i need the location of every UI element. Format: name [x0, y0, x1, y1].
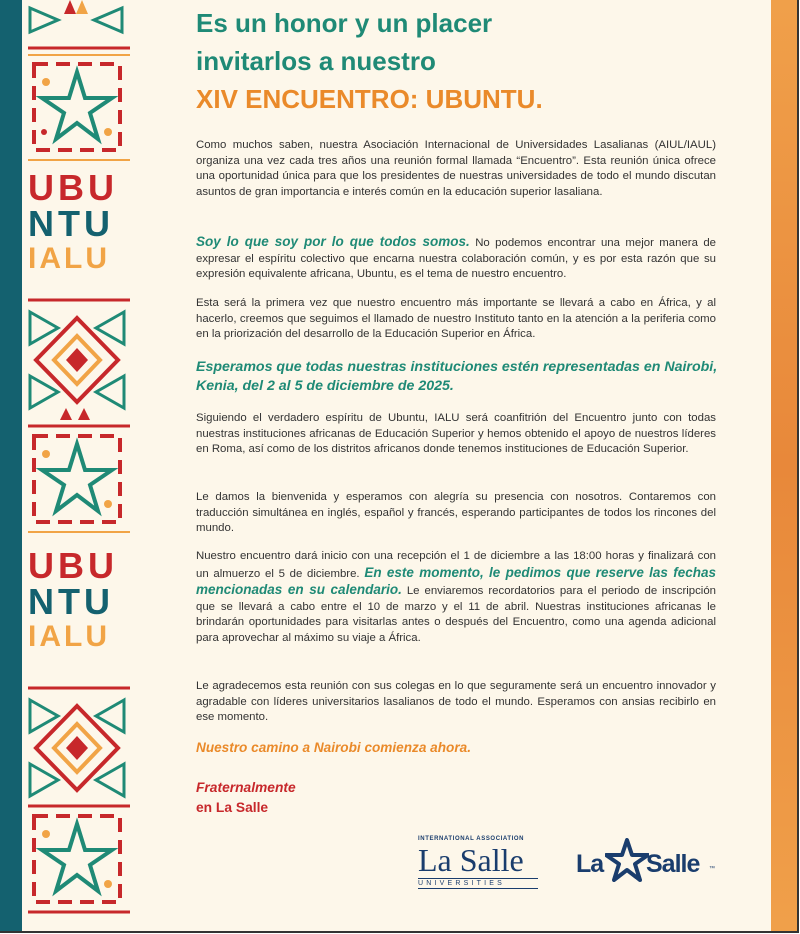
paragraph-6: Le damos la bienvenida y esperamos con alegría su presencia con nosotros. Contaremos con traducción simultánea en inglés, español y francés, esperando participantes de todos los rincones del mundo.: [196, 491, 716, 535]
headline-line-3: XIV ENCUENTRO: UBUNTU.: [196, 84, 543, 114]
logo-association-name: La Salle: [418, 842, 524, 878]
la-salle-universities-logo: [418, 836, 538, 889]
ialu-row: IALU: [28, 620, 110, 653]
ubuntu-row-bottom: NTU: [28, 581, 114, 622]
logo-brand-text-2: Salle: [646, 850, 700, 878]
ubuntu-word-block-1: [28, 167, 148, 276]
signoff: [196, 778, 296, 818]
paragraph-1: Como muchos saben, nuestra Asociación Internacional de Universidades Lasalianas (AIUL/IAUL) organiza una vez cada tres años una reunión formal llamada “Encuentro”. Esta reunión única ofrece una oportunidad única para que los presidentes de nuestras universidades de todo el mundo discutan asuntos de gran importancia e interés común en la educación superior lasaliana.: [196, 139, 716, 198]
paragraph-7-start: Nuestro encuentro dará inicio con una recepción el 1 de diciembre a las 18:00 horas y finalizará con un almuerzo el 5 de diciembre.: [196, 550, 716, 580]
star-icon: [605, 838, 649, 882]
ialu-row: IALU: [28, 242, 110, 275]
signoff-line-2: en La Salle: [196, 800, 269, 815]
trademark-mark: ™: [709, 866, 715, 872]
orange-side-strip: [771, 0, 797, 931]
closing-slogan: Nuestro camino a Nairobi comienza ahora.: [196, 740, 471, 755]
headline-line-2: invitarlos a nuestro: [196, 46, 436, 76]
paragraph-7-text: Le enviaremos recordatorios para el periodo de inscripción que se llevará a cabo entre el 10 de marzo y el 11 de abril. Nuestras instituciones africanas le brindarán oportunidades para visitarlas antes o después del Encuentro, como una agenda adicional para aprovechar al máximo su viaje a África.: [196, 585, 716, 644]
paragraph-7: [196, 549, 716, 647]
paragraph-2-lead: Soy lo que soy por lo que todos somos.: [196, 234, 470, 249]
ubuntu-row-bottom: NTU: [28, 203, 114, 244]
paragraph-3: Esta será la primera vez que nuestro encuentro más importante se llevará a cabo en África, y al hacerlo, creemos que seguimos el llamado de nuestro Instituto tanto en la atención a la periferia como en la priorización del desarrollo de la Educación Superior en África.: [196, 297, 716, 341]
paragraph-2: [196, 234, 716, 283]
paragraph-5: Siguiendo el verdadero espíritu de Ubuntu, IALU será coanfitrión del Encuentro junto con todas nuestras instituciones africanas de Educación Superior y hemos obtenido el apoyo de nuestros líderes en Roma, así como de los distritos africanos donde tenemos instituciones de Educación Superior.: [196, 412, 716, 456]
ubuntu-row-top: UBU: [28, 167, 118, 208]
ubuntu-word-block-2: [28, 545, 148, 654]
teal-side-strip: [0, 0, 22, 931]
headline-line-1: Es un honor y un placer: [196, 8, 493, 38]
paragraph-2-text: No podemos encontrar una mejor manera de expresar el espíritu colectivo que encarna nuestra colaboración común, y es por esta razón que su expresión equivalente africana, Ubuntu, es el tema de nuestro encuentro.: [196, 237, 716, 281]
logo-association-caption: INTERNATIONAL ASSOCIATION: [418, 836, 525, 842]
signoff-line-1: Fraternalmente: [196, 780, 296, 795]
logo-universities-caption: UNIVERSITIES: [418, 878, 538, 889]
paragraph-8: Le agradecemos esta reunión con sus colegas en lo que seguramente será un encuentro innovador y agradable con líderes universitarios lasalianos de todo el mundo. Esperamos con ansias recibirlo en ese momento.: [196, 680, 716, 724]
logo-brand-text: La: [576, 850, 604, 878]
ubuntu-row-top: UBU: [28, 545, 118, 586]
highlight-dates: Esperamos que todas nuestras instituciones estén representadas en Nairobi, Kenia, del 2 al 5 de diciembre de 2025.: [196, 359, 718, 394]
african-pattern-decoration: [22, 0, 162, 931]
headline: [196, 4, 736, 118]
paragraph-7-lead: En este momento, le pedimos que reserve las fechas mencionadas en su calendario.: [196, 564, 716, 598]
la-salle-brand-logo: [576, 836, 726, 886]
